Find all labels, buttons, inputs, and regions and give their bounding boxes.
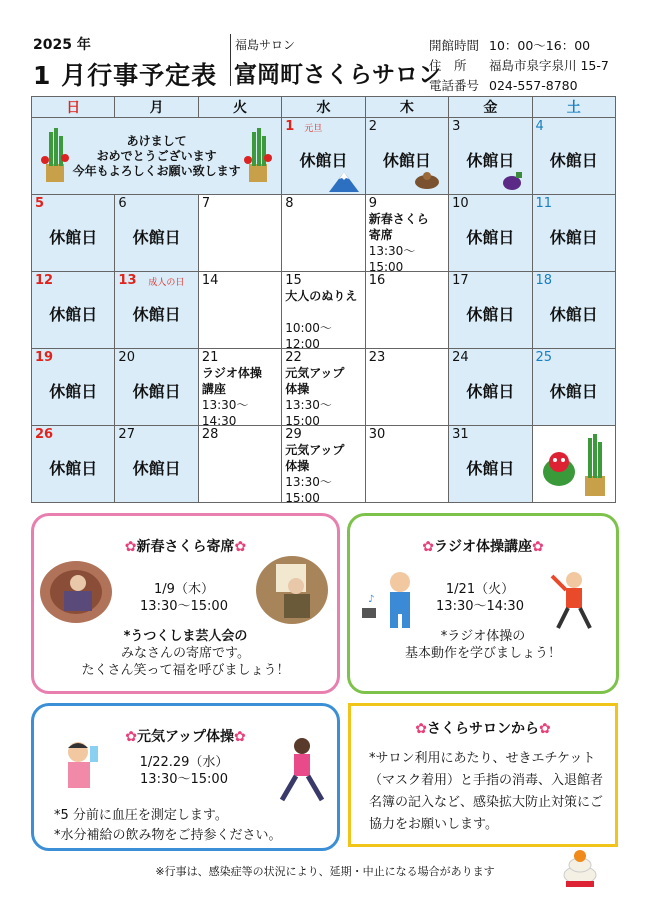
- day-cell: [32, 195, 115, 272]
- event: [285, 288, 364, 349]
- week-row: [32, 272, 616, 349]
- day-number: 21: [201, 350, 219, 365]
- radio-description: [350, 628, 616, 662]
- closed-label: 休館日: [466, 151, 515, 170]
- stretching-woman-icon: [546, 568, 602, 630]
- kadomatsu-icon: [40, 124, 70, 184]
- closed-label: 休館日: [49, 305, 98, 324]
- day-number: 11: [535, 196, 553, 211]
- calendar: [31, 96, 616, 503]
- new-year-greeting: [32, 118, 282, 195]
- day-cell: [32, 272, 115, 349]
- day-number: 3: [452, 119, 461, 134]
- day-number: 17: [452, 273, 469, 288]
- kadomatsu-icon: [243, 124, 273, 184]
- day-number: 6: [118, 196, 127, 211]
- day-number: 23: [368, 350, 386, 365]
- closed-label: 休館日: [132, 382, 181, 401]
- day-cell: [115, 349, 198, 426]
- salon-desc-line: 名簿の記入など、感染拡大防止対策にご: [369, 795, 604, 810]
- day-cell: [365, 272, 448, 349]
- day-number: 22: [285, 350, 302, 365]
- closed-label: 休館日: [299, 151, 348, 170]
- closed-label: 休館日: [466, 228, 515, 247]
- day-number: 29: [285, 427, 302, 442]
- info-hours: 開館時間 10：00～16：00: [429, 38, 591, 53]
- day-cell: [282, 349, 365, 426]
- day-number: 7: [201, 196, 211, 211]
- holiday-label: 成人の日: [148, 278, 185, 288]
- closed-label: 休館日: [132, 459, 181, 478]
- day-number: 31: [452, 427, 469, 442]
- genki-desc-line: *水分補給の飲み物をご持参ください。: [54, 828, 282, 843]
- venue-name: 富岡町さくらサロン: [234, 62, 441, 88]
- day-cell: [365, 195, 448, 272]
- genki-title: 元気アップ体操: [136, 729, 235, 745]
- day-number: 24: [452, 350, 469, 365]
- closed-label: 休館日: [549, 228, 598, 247]
- day-number: 14: [201, 273, 219, 288]
- event-name: 元気アップ: [285, 366, 345, 380]
- event: [285, 365, 364, 426]
- closed-label: 休館日: [466, 382, 515, 401]
- yose-datetime: [114, 581, 254, 615]
- day-number: 20: [118, 350, 135, 365]
- radio-box: [347, 513, 619, 694]
- venue-subtitle: 福島サロン: [235, 38, 296, 52]
- year-label: 2025 年: [33, 37, 91, 53]
- weekday-wed: 水: [282, 97, 365, 118]
- event-time: 13:30～15:00: [368, 244, 416, 272]
- holiday-label: 元旦: [304, 124, 323, 134]
- yose-desc-line: みなさんの寄席です。: [121, 646, 250, 661]
- day-cell: [532, 118, 615, 195]
- salon-desc-line: 協力をお願いします。: [369, 817, 498, 832]
- day-number: 15: [285, 273, 302, 288]
- mount-fuji-icon: [329, 170, 359, 192]
- day-number: 8: [285, 196, 294, 211]
- event-name: 元気アップ: [285, 443, 345, 457]
- weekday-thu: 木: [365, 97, 448, 118]
- day-number: 4: [535, 119, 544, 134]
- day-number: 1: [285, 119, 295, 134]
- salon-desc-line: （マスク着用）と手指の消毒、入退館者: [369, 773, 604, 788]
- yose-photo-right: [256, 556, 328, 624]
- flower-icon: ✿: [124, 539, 137, 555]
- event: [369, 211, 448, 272]
- closed-label: 休館日: [549, 305, 598, 324]
- day-cell: [449, 118, 532, 195]
- genki-date: 1/22.29（水）: [139, 755, 229, 770]
- day-cell: [198, 272, 281, 349]
- day-cell: [32, 349, 115, 426]
- event-name: 体操: [285, 459, 310, 473]
- closed-label: 休館日: [466, 459, 515, 478]
- day-number: 2: [368, 119, 377, 134]
- svg-text:♪: ♪: [368, 594, 375, 605]
- yose-title-row: [34, 536, 337, 556]
- header-divider: [230, 34, 231, 86]
- day-cell: [198, 426, 281, 503]
- drinking-water-icon: [58, 738, 108, 794]
- event-name: 寄席: [368, 228, 393, 242]
- week-row: [32, 426, 616, 503]
- day-cell: [449, 349, 532, 426]
- closed-label: 休館日: [49, 459, 98, 478]
- day-cell: [449, 426, 532, 503]
- flower-icon: ✿: [234, 539, 247, 555]
- day-number: 16: [368, 273, 386, 288]
- info-phone: 電話番号 024-557-8780: [429, 78, 578, 93]
- flower-icon: ✿: [422, 539, 434, 555]
- salon-title: さくらサロンから: [427, 721, 539, 737]
- week-row: [32, 118, 616, 195]
- info-address: 住 所 福島市泉字泉川 15-7: [429, 58, 609, 73]
- eggplant-icon: [502, 171, 524, 191]
- day-number: 27: [118, 427, 135, 442]
- flower-icon: ✿: [125, 729, 137, 745]
- radio-time: 13:30～14:30: [436, 599, 524, 614]
- day-number: 10: [452, 196, 469, 211]
- lion-dance-kadomatsu-icon: [539, 432, 611, 498]
- hawk-icon: [414, 170, 440, 192]
- radio-title-row: [350, 536, 616, 556]
- closed-label: 休館日: [132, 305, 181, 324]
- event: [202, 365, 281, 426]
- day-cell: [532, 349, 615, 426]
- genki-desc-line: *5 分前に血圧を測定します。: [54, 808, 228, 823]
- venue-info: [429, 36, 609, 96]
- day-number: 30: [368, 427, 386, 442]
- weekday-tue: 火: [198, 97, 281, 118]
- day-cell: [449, 195, 532, 272]
- radio-exercise-man-icon: [358, 568, 418, 630]
- day-cell: [282, 426, 365, 503]
- radio-datetime: [410, 581, 550, 615]
- salon-title-row: [351, 718, 615, 738]
- closed-label: 休館日: [49, 382, 98, 401]
- radio-title: ラジオ体操講座: [434, 539, 532, 555]
- event-name: 大人のぬりえ: [285, 289, 358, 303]
- day-cell: [115, 426, 198, 503]
- salon-notice-box: [348, 703, 618, 847]
- day-cell: [365, 349, 448, 426]
- day-cell: [115, 272, 198, 349]
- event-name: 講座: [201, 382, 226, 396]
- event-time: 13:30～15:00: [285, 398, 332, 426]
- day-cell: [449, 272, 532, 349]
- day-cell: [32, 426, 115, 503]
- footnote: ※行事は、感染症等の状況により、延期・中止になる場合があります: [155, 865, 495, 878]
- salon-description: [369, 748, 609, 836]
- yose-desc-line: *うつくしま芸人会の: [123, 629, 248, 644]
- event-name: ラジオ体操: [201, 366, 262, 380]
- day-cell: [365, 118, 448, 195]
- day-number: 18: [535, 273, 553, 288]
- weekday-sun: 日: [32, 97, 115, 118]
- closed-label: 休館日: [49, 228, 98, 247]
- day-number: 25: [535, 350, 553, 365]
- yose-box: [31, 513, 340, 694]
- day-number: 28: [201, 427, 219, 442]
- event: [285, 442, 364, 503]
- day-cell: [532, 195, 615, 272]
- flower-icon: ✿: [539, 721, 551, 737]
- greeting-line: あけまして: [126, 134, 187, 148]
- genki-datetime: [114, 754, 254, 788]
- genki-description: [54, 806, 334, 846]
- week-row: [32, 349, 616, 426]
- day-cell: [532, 426, 615, 503]
- genki-time: 13:30～15:00: [140, 772, 228, 787]
- day-number: 9: [368, 196, 377, 211]
- day-number: 13: [118, 273, 137, 288]
- salon-desc-line: *サロン利用にあたり、せきエチケット: [369, 751, 596, 766]
- flower-icon: ✿: [234, 729, 246, 745]
- exercising-woman-icon: [274, 736, 330, 806]
- day-cell: [198, 195, 281, 272]
- event-name: 新春さくら: [368, 212, 429, 226]
- flower-icon: ✿: [415, 721, 427, 737]
- weekday-row: [32, 97, 616, 118]
- radio-desc-line: 基本動作を学びましょう！: [404, 646, 561, 661]
- day-cell: [282, 118, 365, 195]
- event-name: 体操: [285, 382, 310, 396]
- yose-date: 1/9（木）: [154, 582, 214, 597]
- radio-date: 1/21（火）: [445, 582, 515, 597]
- yose-time: 13:30～15:00: [140, 599, 228, 614]
- page-title: 1 月行事予定表: [33, 61, 218, 90]
- flower-icon: ✿: [532, 539, 544, 555]
- day-cell: [282, 272, 365, 349]
- day-number: 19: [35, 350, 54, 365]
- yose-title: 新春さくら寄席: [136, 539, 235, 555]
- greeting-line: おめでとうございます: [96, 149, 217, 163]
- closed-label: 休館日: [466, 305, 515, 324]
- closed-label: 休館日: [549, 151, 598, 170]
- day-cell: [282, 195, 365, 272]
- radio-desc-line: *ラジオ体操の: [440, 629, 526, 644]
- week-row: [32, 195, 616, 272]
- event-time: 13:30～14:30: [201, 398, 249, 426]
- yose-photo-left: [40, 561, 112, 623]
- weekday-sat: 土: [532, 97, 615, 118]
- yose-desc-line: たくさん笑って福を呼びましょう！: [81, 663, 290, 678]
- day-number: 26: [35, 427, 54, 442]
- greeting-line: 今年もよろしくお願い致します: [72, 164, 241, 178]
- day-number: 5: [35, 196, 45, 211]
- weekday-fri: 金: [449, 97, 532, 118]
- day-number: 12: [35, 273, 54, 288]
- yose-description: [34, 628, 337, 679]
- weekday-mon: 月: [115, 97, 198, 118]
- event-time: 13:30～15:00: [285, 475, 332, 503]
- event-time: 10:00～12:00: [285, 321, 332, 349]
- closed-label: 休館日: [549, 382, 598, 401]
- day-cell: [198, 349, 281, 426]
- day-cell: [365, 426, 448, 503]
- closed-label: 休館日: [132, 228, 181, 247]
- day-cell: [532, 272, 615, 349]
- day-cell: [115, 195, 198, 272]
- closed-label: 休館日: [382, 151, 431, 170]
- genki-box: [31, 703, 340, 851]
